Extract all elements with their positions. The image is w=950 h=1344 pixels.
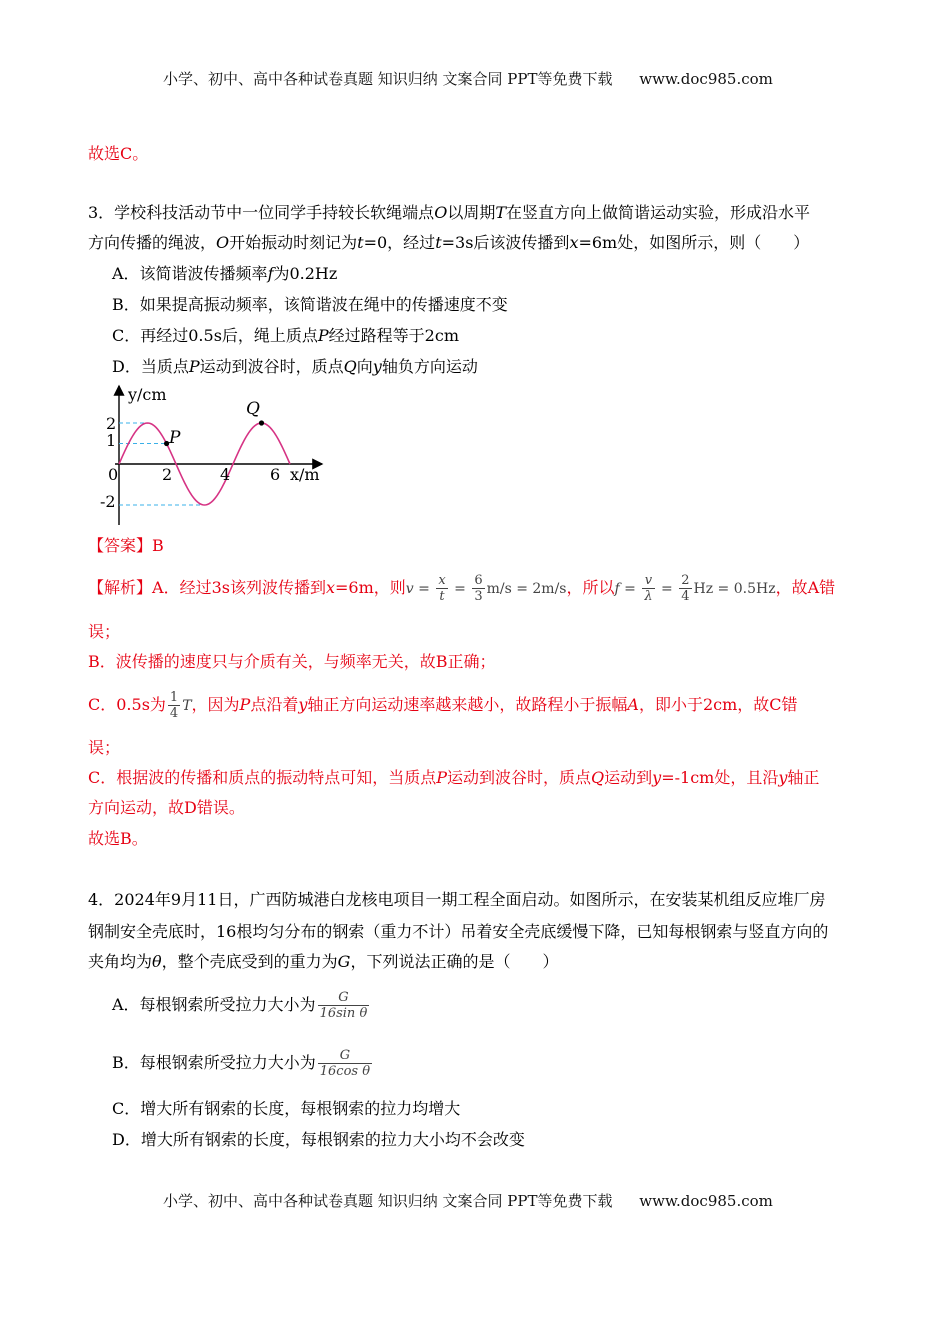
q3-option-a: A．该简谐波传播频率f为0.2Hz	[112, 264, 338, 283]
solution-line-d-cont: 方向运动，故D错误。	[88, 798, 245, 817]
q3-option-c: C．再经过0.5s后，绳上质点P经过路程等于2cm	[112, 326, 459, 345]
x-tick-4: 4	[220, 465, 231, 484]
y-tick-2: 2	[106, 414, 117, 433]
point-p-label: P	[169, 428, 181, 448]
y-axis-label: y/cm	[128, 385, 167, 404]
q4-line-1: 4．2024年9月11日，广西防城港白龙核电项目一期工程全面启动。如图所示，在安装某机组反应堆厂房	[88, 890, 826, 909]
page-footer	[163, 1190, 773, 1212]
q3-line-1: 3．学校科技活动节中一位同学手持较长软绳端点O以周期T在竖直方向上做简谐运动实验，形成沿水平	[88, 203, 811, 222]
q4-line-2: 钢制安全壳底时，16根均匀分布的钢索（重力不计）吊着安全壳底缓慢下降，已知每根钢索与竖直方向的	[88, 922, 829, 941]
footer-text: 小学、初中、高中各种试卷真题 知识归纳 文案合同 PPT等免费下载	[163, 1192, 613, 1210]
x-tick-6: 6	[270, 465, 281, 484]
x-tick-2: 2	[162, 465, 173, 484]
q3-option-b: B．如果提高振动频率，该简谐波在绳中的传播速度不变	[112, 295, 508, 314]
header-url[interactable]: www.doc985.com	[639, 70, 773, 88]
q3-line-2: 方向传播的绳波，O开始振动时刻记为t=0，经过t=3s后该波传播到x=6m处，如图所示，则（ ）	[88, 233, 810, 252]
y-tick-1: 1	[106, 431, 117, 450]
x-axis-label: x/m	[290, 465, 320, 484]
q3-option-d: D．当质点P运动到波谷时，质点Q向y轴负方向运动	[112, 357, 478, 376]
q4-option-d: D．增大所有钢索的长度，每根钢索的拉力大小均不会改变	[112, 1130, 525, 1149]
q4-line-3: 夹角均为θ，整个壳底受到的重力为G，下列说法正确的是（ ）	[88, 952, 559, 971]
solution-conclusion: 故选B。	[88, 829, 148, 848]
point-q-marker	[259, 420, 264, 425]
y-tick-m2: -2	[100, 492, 116, 511]
answer-label: 【答案】B	[88, 536, 164, 555]
q4-option-a: A．每根钢索所受拉力大小为 $\frac{G}{\text{16sin θ}}$	[112, 990, 368, 1021]
prev-conclusion: 故选C。	[88, 144, 149, 163]
point-q-label: Q	[246, 399, 260, 419]
origin-label: 0	[108, 465, 119, 484]
solution-line-a-cont: 误；	[88, 622, 121, 641]
solution-line-a: 【解析】A．经过3s该列波传播到x=6m，则v = $\frac{x}{t}$ = $\frac{6}{3}$ m/s = 2m/s，所以f = $\frac{v}{\lambda}$ = $\frac{2}{4}$ Hz = 0.5Hz，故A错	[88, 573, 836, 604]
page-header	[163, 68, 773, 90]
header-text: 小学、初中、高中各种试卷真题 知识归纳 文案合同 PPT等免费下载	[163, 70, 613, 88]
q4-option-c: C．增大所有钢索的长度，每根钢索的拉力均增大	[112, 1099, 461, 1118]
solution-line-d: C．根据波的传播和质点的振动特点可知，当质点P运动到波谷时，质点Q运动到y=-1cm处，且沿y轴正	[88, 768, 820, 787]
q4-option-b: B．每根钢索所受拉力大小为 $\frac{G}{\text{16cos θ}}$	[112, 1048, 371, 1079]
solution-line-c-cont: 误；	[88, 738, 121, 757]
wave-figure	[100, 380, 340, 530]
solution-line-b: B．波传播的速度只与介质有关，与频率无关，故B正确；	[88, 652, 496, 671]
solution-line-c: C．0.5s为 $\frac{1}{4}$ T，因为P点沿着y轴正方向运动速率越来越小，故路程小于振幅A，即小于2cm，故C错	[88, 690, 798, 721]
footer-url[interactable]: www.doc985.com	[639, 1192, 773, 1210]
